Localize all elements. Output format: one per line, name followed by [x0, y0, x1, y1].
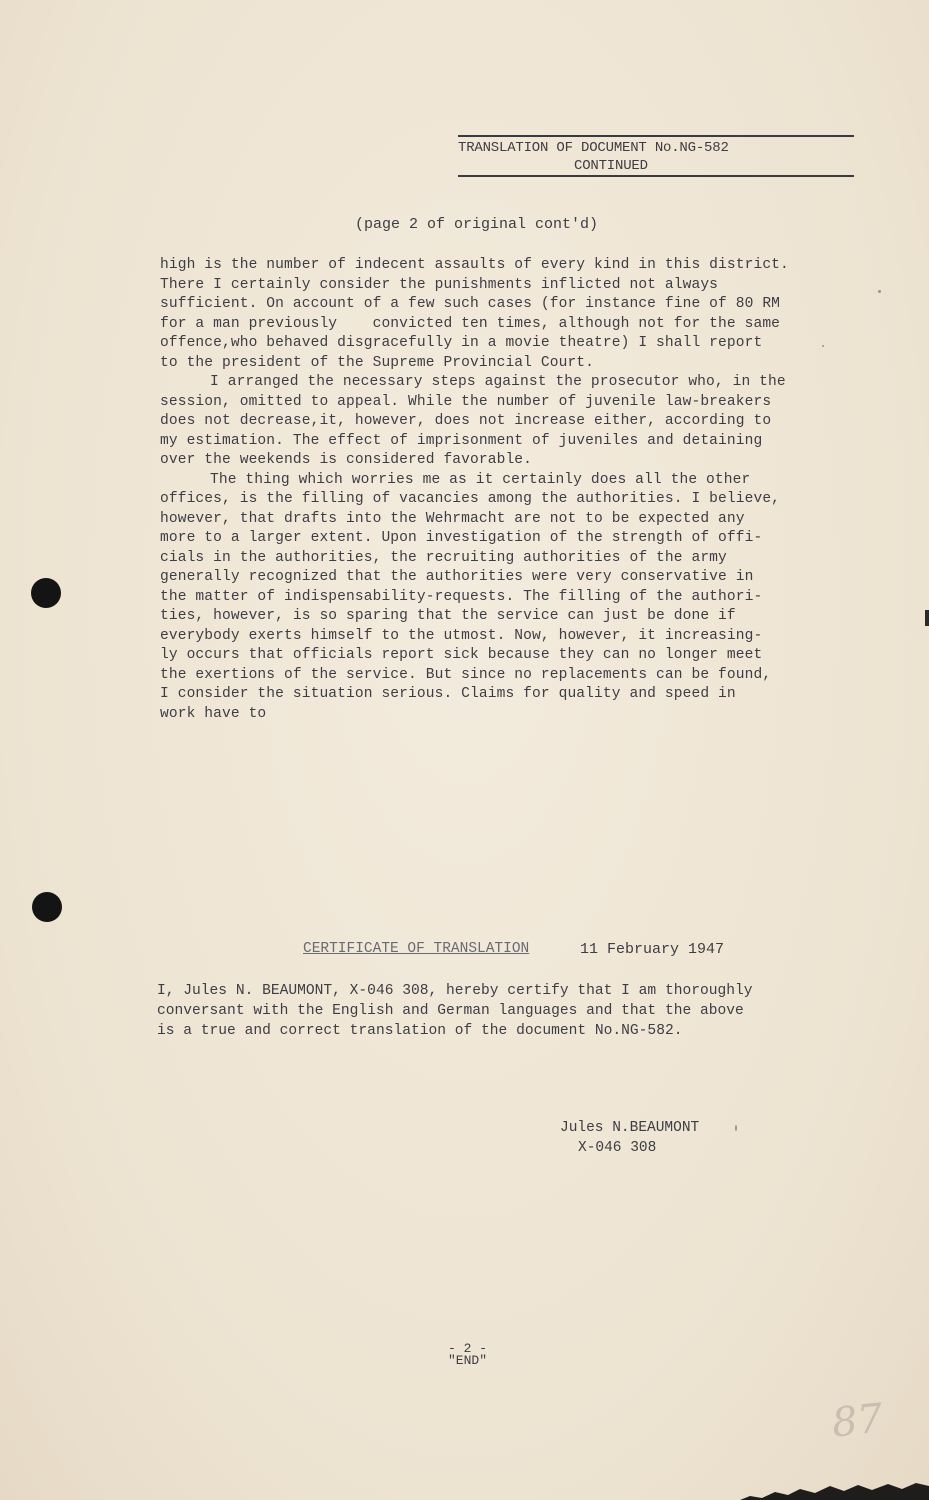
document-title: TRANSLATION OF DOCUMENT No.NG-582: [458, 140, 729, 156]
end-mark: "END": [448, 1353, 488, 1368]
body-paragraph: I arranged the necessary steps against the prosecutor who, in the session, omitted to appeal. While the number of juvenile law-breakers does not decrease,it, however, does not increase either, according to my estimation. The effect of imprisonment of juveniles and detaining over the weekends is considered favorable.: [160, 374, 786, 468]
edge-mark: [925, 610, 929, 626]
body-paragraph: The thing which worries me as it certainly does all the other offices, is the filling of vacancies among the authorities. I believe, however, that drafts into the Wehrmacht are not to be expected any more to a larger extent. Upon investigation of the strength of offi- cials in the authorities, the recruiting authorities of the army generally recognized that the authorities were very conservative in the matter of indispensability-requests. The filling of the authori- ties, however, is so sparing that the service can just be done if everybody exerts himself to the utmost. Now, however, it increasing- ly occurs that officials report sick because they can no longer meet the exertions of the service. But since no replacements can be found, I consider the situation serious. Claims for quality and speed in work have to: [160, 471, 781, 722]
body-text: [160, 256, 850, 724]
torn-edge: [740, 1480, 929, 1500]
page-reference: (page 2 of original cont'd): [355, 216, 599, 233]
signature-id: X-046 308: [578, 1140, 657, 1156]
certificate-text: I, Jules N. BEAUMONT, X-046 308, hereby certify that I am thoroughly conversant with the English and German languages and that the above is a true and correct translation of the document No.NG-582.: [157, 983, 753, 1039]
handwritten-page-number: 87: [829, 1395, 886, 1447]
certificate-heading: CERTIFICATE OF TRANSLATION: [303, 941, 530, 957]
paper-speck: [822, 345, 824, 347]
signature-name: Jules N.BEAUMONT: [560, 1120, 700, 1136]
document-subtitle: CONTINUED: [574, 158, 648, 174]
punch-hole-icon: [32, 892, 62, 922]
paper-speck: [878, 290, 881, 293]
paper-speck: [735, 1125, 737, 1131]
punch-hole-icon: [31, 578, 61, 608]
signature-block: [560, 1118, 699, 1158]
header-bottom-rule: [458, 175, 854, 177]
translation-header: [458, 135, 854, 177]
page-number: - 2 -: [448, 1341, 488, 1356]
body-paragraph: high is the number of indecent assaults of every kind in this district. There I certainly consider the punishments inflicted not always sufficient. On account of a few such cases (for instance fine of 80 RM for a man previously convicted ten times, although not for the same offence,who behaved disgracefully in a movie theatre) I shall report to the president of the Supreme Provincial Court.: [160, 257, 789, 371]
certificate-date: 11 February 1947: [580, 941, 725, 958]
page-footer: [448, 1343, 487, 1367]
